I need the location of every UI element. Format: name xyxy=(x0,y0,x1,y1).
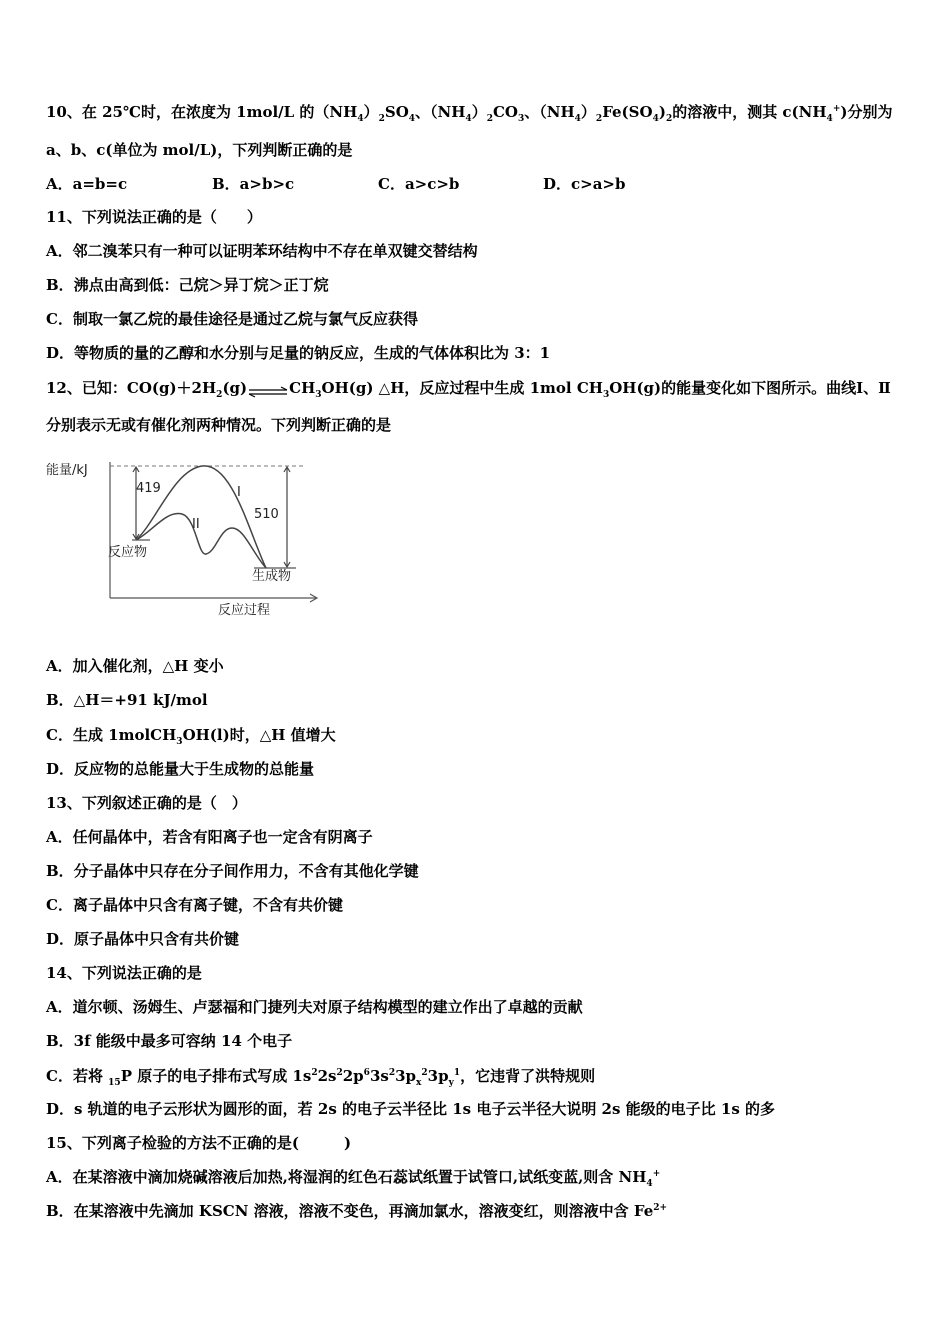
q11-option-c[interactable]: C．制取一氯乙烷的最佳途径是通过乙烷与氯气反应获得 xyxy=(46,310,418,328)
q11-option-a[interactable]: A．邻二溴苯只有一种可以证明苯环结构中不存在单双键交替结构 xyxy=(46,242,478,260)
q12-stem-line1: 12、已知：$CO(g)+2H_2(g)$ $CH_3OH(g)$ △H，反应过程中生成 1mol $CH_3OH(g)$的能量变化如下图所示。曲线Ⅰ、Ⅱ xyxy=(46,379,891,400)
q10-option-a[interactable]: A．a=b=c xyxy=(46,175,128,193)
q13-option-d[interactable]: D．原子晶体中只含有共价键 xyxy=(46,930,240,948)
q15-stem: 15、下列离子检验的方法不正确的是( ) xyxy=(46,1134,352,1152)
q14-option-a[interactable]: A．道尔顿、汤姆生、卢瑟福和门捷列夫对原子结构模型的建立作出了卓越的贡献 xyxy=(46,998,583,1016)
q12-stem-line2: 分别表示无或有催化剂两种情况。下列判断正确的是 xyxy=(46,416,392,434)
q13-option-b[interactable]: B．分子晶体中只存在分子间作用力，不含有其他化学键 xyxy=(46,862,419,880)
q11-stem: 11、下列说法正确的是（ ） xyxy=(46,208,262,226)
q13-option-a[interactable]: A．任何晶体中，若含有阳离子也一定含有阴离子 xyxy=(46,828,373,846)
equilibrium-arrow-icon xyxy=(247,383,289,395)
label-510: 510 xyxy=(254,507,279,522)
q15-option-a[interactable]: A．在某溶液中滴加烧碱溶液后加热,将湿润的红色石蕊试纸置于试管口,试纸变蓝,则含 $NH_4^+$ xyxy=(46,1168,661,1189)
q11-option-d[interactable]: D．等物质的量的乙醇和水分别与足量的钠反应，生成的气体体积比为 3：1 xyxy=(46,344,551,362)
q10-option-d[interactable]: D．c>a>b xyxy=(543,175,626,193)
label-curve-i: I xyxy=(237,485,241,500)
diagram-y-label: 能量/kJ xyxy=(46,463,88,478)
q11-option-b[interactable]: B．沸点由高到低：己烷＞异丁烷＞正丁烷 xyxy=(46,276,329,294)
energy-diagram xyxy=(44,452,334,622)
q12-option-c[interactable]: C．生成 1molCH$_3$OH(l)时，△H 值增大 xyxy=(46,726,336,747)
q15-option-b[interactable]: B．在某溶液中先滴加 KSCN 溶液，溶液不变色，再滴加氯水，溶液变红，则溶液中含 $Fe^{2+}$ xyxy=(46,1202,668,1220)
q10-stem-line2: a、b、c(单位为 mol/L)，下列判断正确的是 xyxy=(46,141,353,159)
label-product: 生成物 xyxy=(252,569,292,584)
q12-option-b[interactable]: B．△H＝+91 kJ/mol xyxy=(46,691,208,709)
q12-option-a[interactable]: A．加入催化剂，△H 变小 xyxy=(46,657,224,675)
diagram-x-label: 反应过程 xyxy=(218,603,271,618)
q10-stem-line1: 10、在 25℃时，在浓度为 1mol/L 的$(NH_4)_2SO_4$、$(NH_4)_2CO_3$、$(NH_4)_2Fe(SO_4)_2$的溶液中，测其 $c(NH_4^+)$分别为 xyxy=(46,103,893,124)
q10-option-c[interactable]: C．a>c>b xyxy=(378,175,460,193)
q13-stem: 13、下列叙述正确的是（ ） xyxy=(46,794,247,812)
label-reactant: 反应物 xyxy=(108,545,148,560)
q14-stem: 14、下列说法正确的是 xyxy=(46,964,202,982)
label-curve-ii: II xyxy=(192,517,200,532)
q12-option-d[interactable]: D．反应物的总能量大于生成物的总能量 xyxy=(46,760,315,778)
q10-option-b[interactable]: B．a>b>c xyxy=(212,175,295,193)
q13-option-c[interactable]: C．离子晶体中只含有离子键，不含有共价键 xyxy=(46,896,343,914)
q14-option-c[interactable]: C．若将 $_{15}$P 原子的电子排布式写成 $1s^22s^22p^63s^23p_x^23p_y^1$，它违背了洪特规则 xyxy=(46,1067,596,1088)
label-419: 419 xyxy=(136,481,161,496)
q14-option-d[interactable]: D．s 轨道的电子云形状为圆形的面，若 2s 的电子云半径比 1s 电子云半径大说明 2s 能级的电子比 1s 的多 xyxy=(46,1100,775,1118)
q14-option-b[interactable]: B．3f 能级中最多可容纳 14 个电子 xyxy=(46,1032,293,1050)
